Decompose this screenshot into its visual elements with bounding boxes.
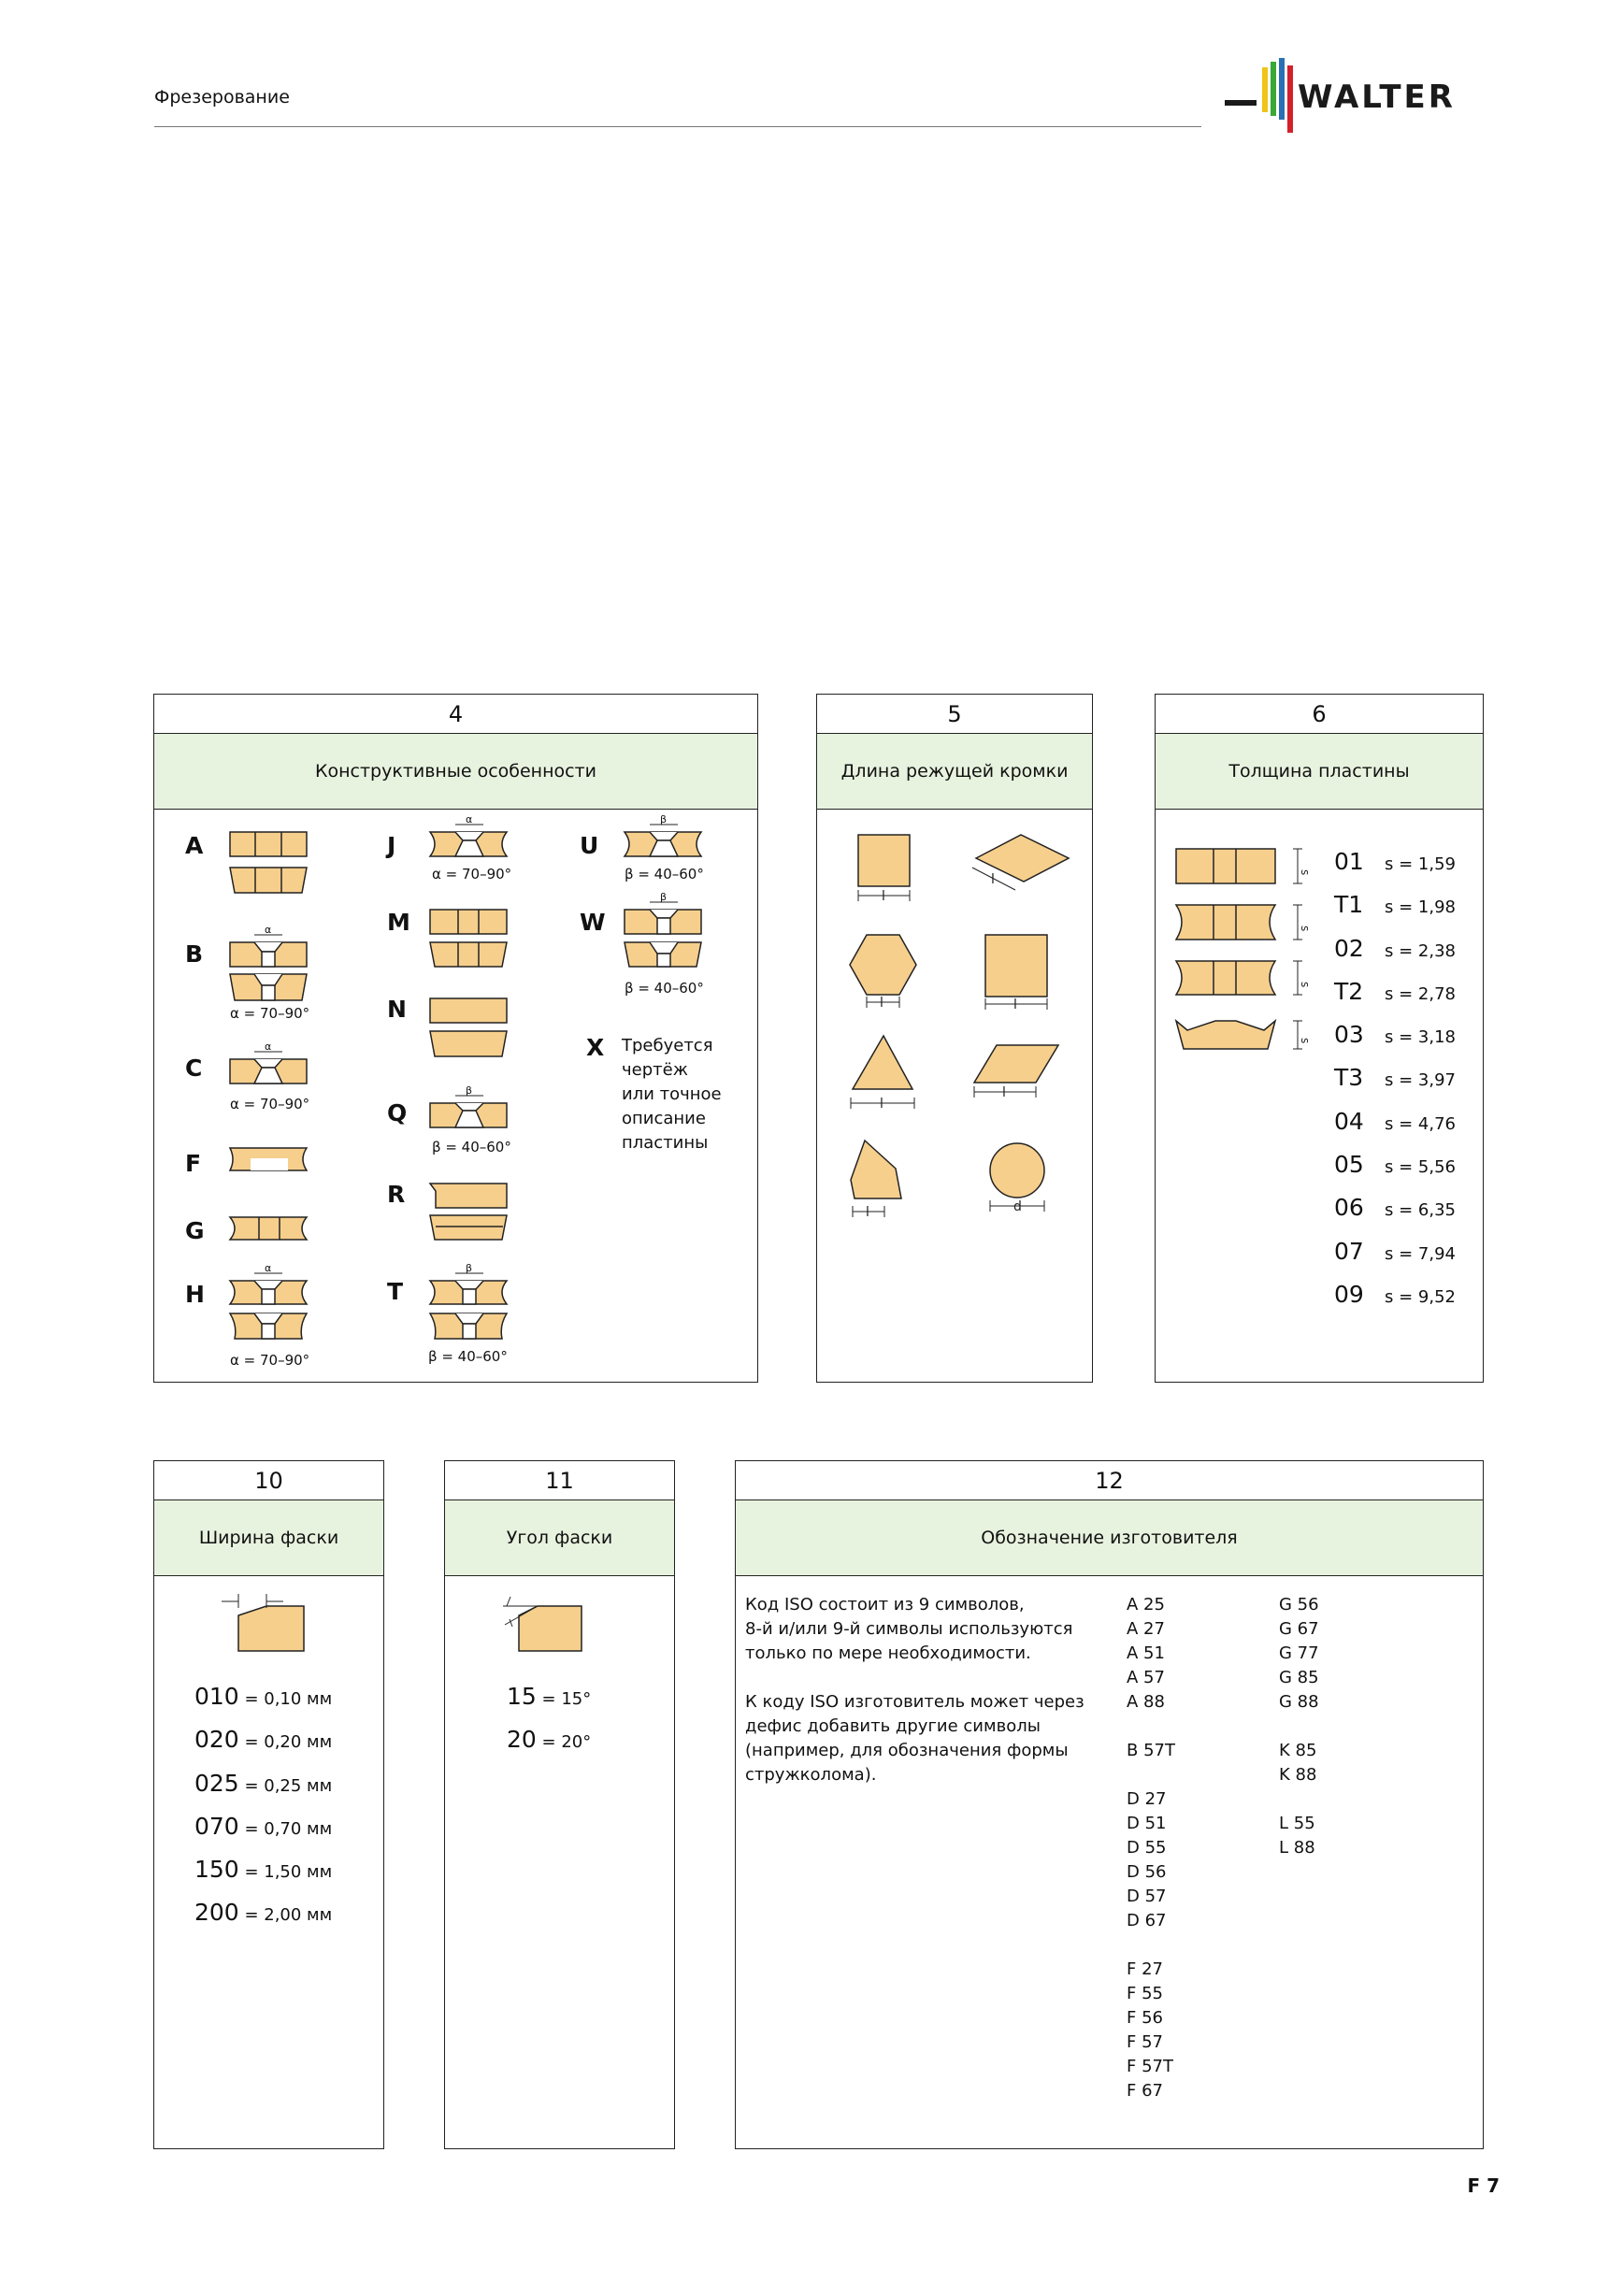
feature-letter-n: N [387, 996, 407, 1023]
feature-letter-f: F [185, 1150, 202, 1177]
page-header-title: Фрезерование [154, 87, 290, 108]
feature-letter-t: T [387, 1278, 404, 1305]
u-beta-symbol: β [660, 813, 668, 825]
feature-letter-a: A [185, 832, 204, 859]
page-number: F 7 [1467, 2174, 1500, 2197]
thickness-row: T3 s = 3,97 [1334, 1064, 1456, 1092]
feature-letter-b: B [185, 940, 204, 968]
thickness-row: T2 s = 2,78 [1334, 977, 1456, 1005]
feature-letter-h: H [185, 1281, 205, 1308]
q-beta-symbol: β [466, 1084, 473, 1097]
u-angle-caption: β = 40–60° [625, 866, 704, 883]
thickness-row: 02 s = 2,38 [1334, 934, 1456, 962]
rhombus-length-label: l [991, 872, 995, 887]
chamfer-angle-list [507, 1675, 591, 1762]
triangle-length-label: l [880, 1097, 883, 1112]
section-11-title: Угол фаски [445, 1500, 674, 1576]
s-label-3: s [1299, 982, 1312, 988]
thickness-row: T1 s = 1,98 [1334, 891, 1456, 919]
manufacturer-note-2: К коду ISO изготовитель может через дефис добавить другие символы (например, для обозначения формы стружколома). [745, 1692, 1084, 1785]
section-10-number: 10 [154, 1461, 383, 1500]
c-angle-caption: α = 70–90° [230, 1096, 310, 1112]
c-alpha-symbol: α [265, 1040, 272, 1053]
thickness-row: 09 s = 9,52 [1334, 1280, 1456, 1308]
section-4-title: Конструктивные особенности [154, 734, 757, 810]
manufacturer-note-1: Код ISO состоит из 9 символов, 8-й и/или 9-й символы используются только по мере необходимости. [745, 1595, 1073, 1663]
chamfer-width-row: 025 = 0,25 мм [194, 1769, 333, 1797]
feature-letter-q: Q [387, 1099, 408, 1126]
round-diameter-label: d [1013, 1199, 1022, 1214]
section-10-title: Ширина фаски [154, 1500, 383, 1576]
chamfer-angle-row: 15 = 15° [507, 1683, 592, 1710]
b-alpha-symbol: α [265, 924, 272, 936]
h-angle-caption: α = 70–90° [230, 1352, 310, 1369]
square2-length-label: l [1013, 997, 1017, 1012]
section-11-number: 11 [445, 1461, 674, 1500]
s-label-2: s [1299, 926, 1312, 932]
section-12-title: Обозначение изготовителя [736, 1500, 1483, 1576]
feature-letter-w: W [580, 909, 606, 936]
feature-letter-g: G [185, 1217, 205, 1244]
section-12 [735, 1460, 1484, 2149]
square-length-label: l [882, 889, 885, 904]
q-angle-caption: β = 40–60° [432, 1139, 511, 1155]
feature-letter-u: U [580, 832, 599, 859]
thickness-row: 07 s = 7,94 [1334, 1237, 1456, 1265]
feature-letter-m: M [387, 909, 410, 936]
pentagon-length-label: l [866, 1205, 869, 1220]
feature-x-text: Требуется чертёж или точное описание пластины [622, 1036, 722, 1153]
section-12-number: 12 [736, 1461, 1483, 1500]
section-4-number: 4 [154, 695, 757, 734]
chamfer-width-row: 150 = 1,50 мм [194, 1856, 333, 1884]
logo-wordmark: WALTER [1298, 79, 1456, 116]
parallelogram-length-label: l [1002, 1085, 1006, 1100]
thickness-row: 04 s = 4,76 [1334, 1107, 1456, 1135]
t-beta-symbol: β [466, 1262, 473, 1274]
w-angle-caption: β = 40–60° [625, 980, 704, 997]
chamfer-angle-row: 20 = 20° [507, 1726, 592, 1754]
h-alpha-symbol: α [265, 1262, 272, 1274]
chamfer-width-row: 020 = 0,20 мм [194, 1726, 333, 1754]
section-5-title: Длина режущей кромки [817, 734, 1092, 810]
chamfer-width-row: 200 = 2,00 мм [194, 1899, 333, 1927]
chamfer-width-row: 010 = 0,10 мм [194, 1683, 333, 1710]
feature-letter-j: J [387, 832, 396, 859]
s-label-1: s [1299, 869, 1312, 876]
feature-letter-x: X [586, 1034, 605, 1061]
section-5-number: 5 [817, 695, 1092, 734]
s-label-4: s [1299, 1038, 1312, 1044]
t-angle-caption: β = 40–60° [428, 1348, 508, 1365]
section-6-number: 6 [1156, 695, 1483, 734]
feature-letter-r: R [387, 1181, 406, 1208]
chamfer-width-row: 070 = 0,70 мм [194, 1812, 333, 1840]
feature-letter-c: C [185, 1055, 203, 1082]
thickness-row: 03 s = 3,18 [1334, 1021, 1456, 1049]
section-6-title: Толщина пластины [1156, 734, 1483, 810]
thickness-row: 05 s = 5,56 [1334, 1151, 1456, 1179]
thickness-row: 06 s = 6,35 [1334, 1194, 1456, 1222]
b-angle-caption: α = 70–90° [230, 1005, 310, 1022]
thickness-row: 01 s = 1,59 [1334, 848, 1456, 875]
manufacturer-codes-col-2: G 56 G 67 G 77 G 85 G 88 K 85 K 88 L 55 L 88 [1279, 1595, 1319, 1858]
j-alpha-symbol: α [466, 813, 473, 825]
manufacturer-codes-col-1: A 25 A 27 A 51 A 57 A 88 B 57T D 27 D 51 D 55 D 56 D 57 D 67 F 27 F 55 F 56 F 57 F 57T F 67 [1127, 1595, 1175, 2101]
hexagon-length-label: l [880, 996, 883, 1011]
w-beta-symbol: β [660, 891, 668, 903]
j-angle-caption: α = 70–90° [432, 866, 512, 883]
